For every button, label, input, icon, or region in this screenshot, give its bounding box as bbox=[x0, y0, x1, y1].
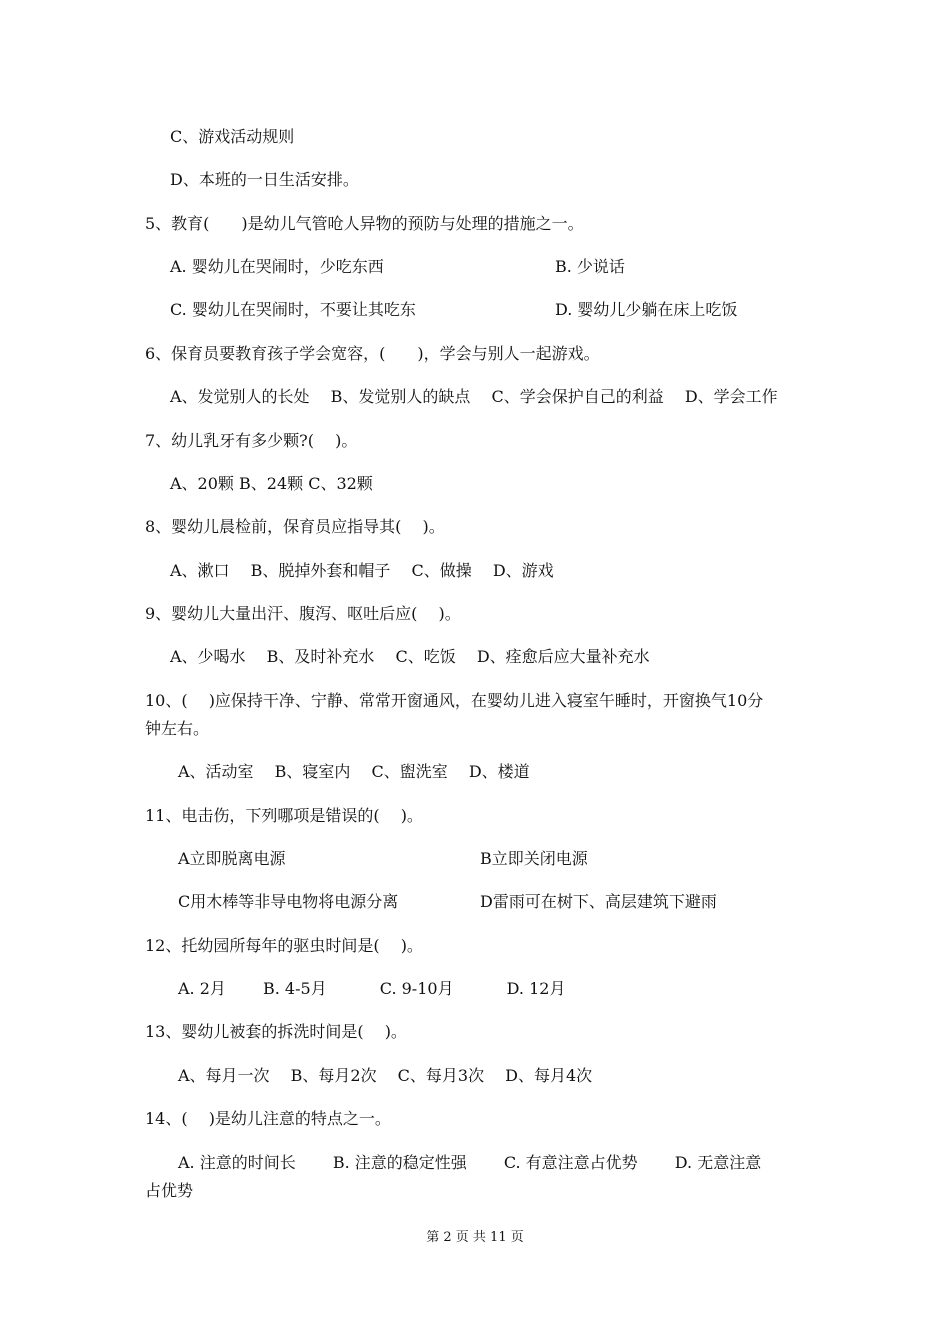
option-d: D. 婴幼儿少躺在床上吃饭 bbox=[555, 300, 738, 319]
question-10-continued: 钟左右。 bbox=[145, 719, 210, 738]
question-9: 9、婴幼儿大量出汗、腹泻、呕吐后应( )。 bbox=[145, 604, 461, 623]
question-11: 11、电击伤，下列哪项是错误的( )。 bbox=[145, 806, 423, 825]
option-d: D、本班的一日生活安排。 bbox=[170, 170, 359, 189]
question-5: 5、教育( )是幼儿气管呛人异物的预防与处理的措施之一。 bbox=[145, 214, 584, 233]
question-14: 14、( )是幼儿注意的特点之一。 bbox=[145, 1109, 391, 1128]
option-b: B立即关闭电源 bbox=[480, 849, 588, 868]
options-row: A、20颗 B、24颗 C、32颗 bbox=[170, 474, 373, 493]
options-row-continued: 占优势 bbox=[145, 1181, 194, 1200]
option-d: D雷雨可在树下、高层建筑下避雨 bbox=[480, 892, 717, 911]
options-row: A、每月一次 B、每月2次 C、每月3次 D、每月4次 bbox=[178, 1066, 593, 1085]
options-row: A、活动室 B、寝室内 C、盥洗室 D、楼道 bbox=[178, 762, 530, 781]
question-13: 13、婴幼儿被套的拆洗时间是( )。 bbox=[145, 1022, 407, 1041]
question-6: 6、保育员要教育孩子学会宽容，( )，学会与别人一起游戏。 bbox=[145, 344, 600, 363]
options-row: A. 2月 B. 4-5月 C. 9-10月 D. 12月 bbox=[178, 979, 566, 998]
options-row: A. 注意的时间长 B. 注意的稳定性强 C. 有意注意占优势 D. 无意注意 bbox=[178, 1153, 762, 1172]
option-b: B. 少说话 bbox=[555, 257, 625, 276]
question-7: 7、幼儿乳牙有多少颗?( )。 bbox=[145, 431, 358, 450]
question-12: 12、托幼园所每年的驱虫时间是( )。 bbox=[145, 936, 423, 955]
options-row: A、少喝水 B、及时补充水 C、吃饭 D、痊愈后应大量补充水 bbox=[170, 647, 650, 666]
question-8: 8、婴幼儿晨检前，保育员应指导其( )。 bbox=[145, 517, 445, 536]
options-row: A、发觉别人的长处 B、发觉别人的缺点 C、学会保护自己的利益 D、学会工作 bbox=[170, 387, 778, 406]
option-a: A立即脱离电源 bbox=[178, 849, 286, 868]
option-c: C、游戏活动规则 bbox=[170, 127, 295, 146]
question-10: 10、( )应保持干净、宁静、常常开窗通风，在婴幼儿进入寝室午睡时，开窗换气10分 bbox=[145, 691, 764, 710]
option-c: C用木棒等非导电物将电源分离 bbox=[178, 892, 399, 911]
options-row: A、漱口 B、脱掉外套和帽子 C、做操 D、游戏 bbox=[170, 561, 554, 580]
option-a: A. 婴幼儿在哭闹时，少吃东西 bbox=[170, 257, 384, 276]
page-footer: 第 2 页 共 11 页 bbox=[426, 1230, 524, 1245]
option-c: C. 婴幼儿在哭闹时，不要让其吃东 bbox=[170, 300, 416, 319]
